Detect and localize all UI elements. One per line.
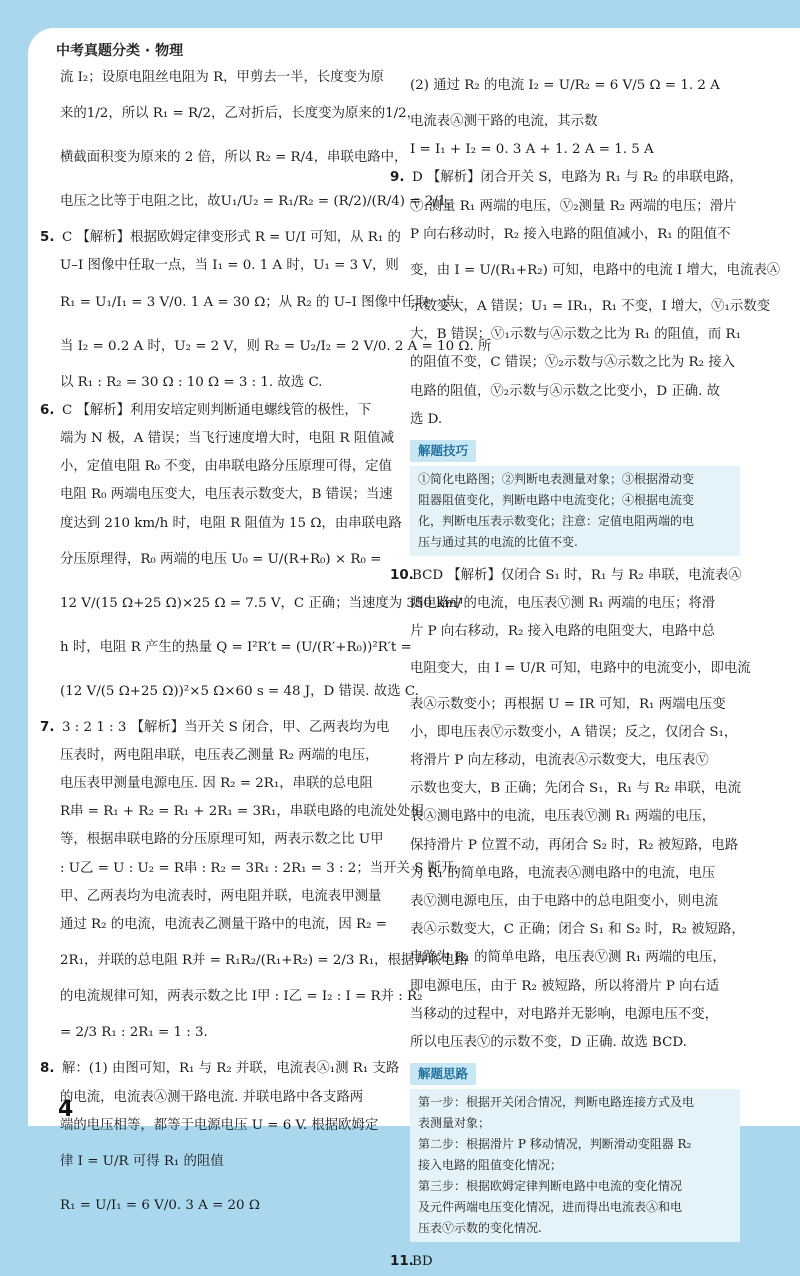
tip-line: 压与通过其的电流的比值不变.: [418, 535, 578, 550]
line-text: 电流表Ⓐ测干路的电流，其示数: [410, 114, 598, 129]
line-text: 测电路中的电流，电压表Ⓥ测 R₁ 两端的电压；将滑: [410, 596, 716, 612]
line-text: U–I 图像中任取一点，当 I₁ = 0. 1 A 时，U₁ = 3 V，则: [60, 258, 399, 274]
line-text: 为 R₁ 的简单电路，电流表Ⓐ测电路中的电流，电压: [410, 865, 716, 881]
line-text: 流 I₂；设原电阻丝电阻为 R，甲剪去一半，长度变为原: [60, 70, 384, 85]
answer-block-8-9: [390, 64, 781, 434]
text-line: [60, 626, 412, 670]
text-line: [410, 691, 740, 719]
line-text: 压表时，两电阻串联，电压表乙测量 R₂ 两端的电压，: [60, 747, 379, 763]
line-text: 端的电压相等，都等于电源电压 U = 6 V. 根据欧姆定: [60, 1117, 379, 1133]
text-line: [410, 860, 740, 888]
line-text: 小，即电压表Ⓥ示数变小，A 错误；反之，仅闭合 S₁，: [410, 724, 738, 740]
text-line: [60, 425, 400, 453]
text-line: [410, 1001, 740, 1029]
answer-block-10: [390, 562, 751, 1057]
line-text: 甲、乙两表均为电流表时，两电阻并联，电流表甲测量: [60, 888, 382, 904]
text-line: [410, 832, 740, 860]
text-line: [410, 321, 740, 349]
line-text: 所以电压表Ⓥ的示数不变，D 正确. 故选 BCD.: [410, 1034, 687, 1050]
text-line: [410, 249, 781, 293]
text-line: [40, 714, 400, 742]
line-text: h 时，电阻 R 产生的热量 Q = I²R′t = (U/(R′+R₀))²R′t =: [60, 639, 412, 655]
text-line: [60, 1184, 400, 1228]
text-line: [60, 742, 400, 770]
page-header: 中考真题分类 · 物理: [56, 43, 184, 59]
tip-body: [410, 1089, 740, 1242]
text-line: [40, 397, 400, 425]
text-line: [60, 281, 469, 325]
line-text: (12 V/(5 Ω+25 Ω))²×5 Ω×60 s = 48 J，D 错误. 故选 C.: [60, 683, 419, 699]
line-text: C 【解析】利用安培定则判断通电螺线管的极性，下: [62, 402, 372, 418]
tip-box-approach: [410, 1061, 740, 1242]
line-text: C 【解析】根据欧姆定律变形式 R = U/I 可知，从 R₁ 的: [62, 230, 401, 246]
line-text: 2R₁，并联的总电阻 R并 = R₁R₂/(R₁+R₂) = 2/3 R₁，根据并联电路: [60, 953, 468, 969]
line-text: 电路的阻值，Ⓥ₂示数与Ⓐ示数之比变小，D 正确. 故: [410, 383, 721, 399]
answer-block-11: [390, 1248, 740, 1276]
text-line: [410, 193, 740, 221]
question-number: 9.: [390, 170, 405, 186]
text-line: [410, 944, 740, 972]
text-line: [390, 562, 742, 590]
text-line: [60, 510, 400, 538]
text-line: [60, 855, 468, 883]
line-text: 电压表甲测量电源电压. 因 R₂ = 2R₁，串联的总电阻: [60, 776, 373, 792]
line-text: 表Ⓐ测电路中的电流，电压表Ⓥ测 R₁ 两端的电压，: [410, 809, 716, 825]
text-line: [60, 798, 424, 826]
line-text: 表Ⓐ示数变大，C 正确；闭合 S₁ 和 S₂ 时，R₂ 被短路，: [410, 922, 745, 938]
text-line: [60, 826, 400, 854]
text-line: [410, 108, 740, 136]
tip-line: 化，判断电压表示数变化；注意：定值电阻两端的电: [418, 514, 695, 529]
text-line: [410, 136, 740, 164]
tip-title: 解题思路: [410, 1063, 476, 1085]
text-line: [410, 590, 740, 618]
text-line: [60, 983, 423, 1011]
line-text: Ⓥ₁测量 R₁ 两端的电压，Ⓥ₂测量 R₂ 两端的电压；滑片: [410, 198, 737, 214]
line-text: 小，定值电阻 R₀ 不变，由串联电路分压原理可得，定值: [60, 459, 392, 475]
line-text: 来的1/2，所以 R₁ = R/2，乙对折后，长度变为原来的1/2，: [60, 106, 421, 122]
line-text: 以 R₁ : R₂ = 30 Ω : 10 Ω = 3 : 1. 故选 C.: [60, 374, 323, 390]
text-line: [40, 224, 401, 252]
text-line: [410, 293, 771, 321]
tip-line: 压表Ⓥ示数的变化情况.: [418, 1221, 542, 1236]
line-text: R₁ = U₁/I₁ = 3 V/0. 1 A = 30 Ω；从 R₂ 的 U–I 图像中任取一点，: [60, 294, 469, 310]
line-text: 度达到 210 km/h 时，电阻 R 阻值为 15 Ω，由串联电路: [60, 515, 402, 531]
line-text: 变，由 I = U/(R₁+R₂) 可知，电路中的电流 I 增大，电流表Ⓐ: [410, 262, 781, 278]
text-line: [410, 221, 740, 249]
text-line: [60, 1112, 400, 1140]
line-text: (2) 通过 R₂ 的电流 I₂ = U/R₂ = 6 V/5 Ω = 1. 2 A: [410, 78, 720, 93]
text-line: [60, 1140, 400, 1184]
text-line: [60, 911, 400, 939]
question-number: 6.: [40, 402, 55, 418]
text-line: [60, 770, 400, 798]
line-text: 的电流规律可知，两表示数之比 I甲 : I乙 = I₂ : I = R并 : R₂: [60, 989, 423, 1005]
tip-line: 阻器阻值变化，判断电路中电流变化；④根据电流变: [418, 493, 695, 508]
text-line: [60, 252, 400, 280]
tip-line: ①简化电路图；②判断电表测量对象；③根据滑动变: [418, 472, 695, 487]
line-text: R₁ = U/I₁ = 6 V/0. 3 A = 20 Ω: [60, 1197, 260, 1213]
line-text: 示数也变大，B 正确；先闭合 S₁，R₁ 与 R₂ 串联，电流: [410, 781, 741, 797]
text-line: [410, 888, 740, 916]
line-text: 示数变大，A 错误；U₁ = IR₁，R₁ 不变，I 增大，Ⓥ₁示数变: [410, 298, 771, 314]
line-text: 的阻值不变，C 错误；Ⓥ₂示数与Ⓐ示数之比为 R₂ 接入: [410, 355, 736, 371]
page-number: 4: [58, 1097, 74, 1122]
text-line: [40, 1055, 400, 1083]
question-number: 11.: [390, 1254, 414, 1270]
line-text: 端为 N 极，A 错误；当飞行速度增大时，电阻 R 阻值减: [60, 430, 394, 446]
question-number: 10.: [390, 568, 414, 584]
text-line: [410, 406, 740, 434]
text-line: [410, 747, 740, 775]
text-line: [60, 1011, 400, 1055]
text-line: [410, 973, 740, 1001]
line-text: 大，B 错误；Ⓥ₁示数与Ⓐ示数之比为 R₁ 的阻值，而 R₁: [410, 327, 741, 343]
line-text: 通过 R₂ 的电流，电流表乙测量干路中的电流，因 R₂ =: [60, 917, 387, 932]
question-number: 7.: [40, 719, 55, 735]
text-line: [60, 64, 400, 92]
tip-body: [410, 466, 740, 556]
line-text: 电路为 R₁ 的简单电路，电压表Ⓥ测 R₁ 两端的电压，: [410, 950, 726, 966]
tip-line: 第一步：根据开关闭合情况，判断电路连接方式及电: [418, 1095, 695, 1110]
line-text: 等，根据串联电路的分压原理可知，两表示数之比 U甲: [60, 832, 384, 848]
text-line: [60, 180, 451, 224]
text-line: [60, 939, 468, 983]
line-text: 律 I = U/R 可得 R₁ 的阻值: [60, 1153, 224, 1169]
line-text: 3 : 2 1 : 3 【解析】当开关 S 闭合，甲、乙两表均为电: [62, 719, 390, 735]
right-column: [390, 64, 781, 1276]
tip-box-technique: [410, 438, 740, 556]
text-line: [410, 378, 740, 406]
text-line: [410, 647, 751, 691]
line-text: 表Ⓐ示数变小；再根据 U = IR 可知，R₁ 两端电压变: [410, 696, 726, 712]
text-line: [410, 1029, 740, 1057]
line-text: BCD 【解析】仅闭合 S₁ 时，R₁ 与 R₂ 串联，电流表Ⓐ: [412, 568, 742, 584]
line-text: BD: [412, 1254, 433, 1270]
line-text: 片 P 向右移动，R₂ 接入电路的电阻变大，电路中总: [410, 624, 716, 640]
line-text: 保持滑片 P 位置不动，再闭合 S₂ 时，R₂ 被短路，电路: [410, 837, 739, 853]
text-line: [410, 916, 745, 944]
text-line: [60, 92, 421, 136]
text-line: [60, 883, 400, 911]
text-line: [410, 775, 740, 803]
text-line: [410, 719, 740, 747]
text-line: [390, 1248, 740, 1276]
text-line: [60, 670, 419, 714]
text-line: [410, 349, 740, 377]
line-text: 电阻 R₀ 两端电压变大，电压表示数变大，B 错误；当速: [60, 487, 393, 503]
text-line: [60, 538, 400, 582]
line-text: 电阻变大，由 I = U/R 可知，电路中的电流变小，即电流: [410, 660, 751, 676]
line-text: 解：(1) 由图可知，R₁ 与 R₂ 并联，电流表Ⓐ₁测 R₁ 支路: [62, 1061, 400, 1077]
text-line: [60, 369, 400, 397]
tip-line: 及元件两端电压变化情况，进而得出电流表Ⓐ和电: [418, 1200, 683, 1215]
text-line: [390, 164, 743, 192]
tip-title: 解题技巧: [410, 440, 476, 462]
tip-line: 表测量对象；: [418, 1116, 491, 1131]
text-line: [60, 325, 492, 369]
line-text: R串 = R₁ + R₂ = R₁ + 2R₁ = 3R₁，串联电路的电流处处相: [60, 804, 424, 820]
line-text: 即电源电压，由于 R₂ 被短路，所以将滑片 P 向右适: [410, 978, 720, 994]
line-text: 表Ⓥ测电源电压，由于电路中的总电阻变小，则电流: [410, 893, 718, 909]
line-text: 12 V/(15 Ω+25 Ω)×25 Ω = 7.5 V，C 正确；当速度为 350 km/: [60, 595, 462, 611]
text-line: [60, 582, 462, 626]
text-line: [410, 803, 740, 831]
line-text: : U乙 = U : U₂ = R串 : R₂ = 3R₁ : 2R₁ = 3 : 2；当开关 S 断开，: [60, 860, 468, 876]
question-number: 5.: [40, 230, 55, 246]
text-line: [60, 481, 400, 509]
line-text: 电压之比等于电阻之比，故U₁/U₂ = R₁/R₂ = (R/2)/(R/4) = 2/1.: [60, 194, 451, 210]
question-number: 8.: [40, 1061, 55, 1077]
line-text: D 【解析】闭合开关 S，电路为 R₁ 与 R₂ 的串联电路，: [412, 170, 743, 186]
line-text: P 向右移动时，R₂ 接入电路的阻值减小，R₁ 的阻值不: [410, 226, 731, 242]
line-text: 当 I₂ = 0.2 A 时，U₂ = 2 V，则 R₂ = U₂/I₂ = 2 V/0. 2 A = 10 Ω. 所: [60, 338, 492, 354]
text-line: [410, 64, 740, 108]
text-line: [60, 453, 400, 481]
line-text: 的电流，电流表Ⓐ测干路电流. 并联电路中各支路两: [60, 1089, 364, 1105]
line-text: = 2/3 R₁ : 2R₁ = 1 : 3.: [60, 1025, 208, 1041]
line-text: 当移动的过程中，对电路并无影响，电源电压不变，: [410, 1006, 718, 1022]
text-line: [60, 136, 408, 180]
text-line: [410, 618, 740, 646]
line-text: I = I₁ + I₂ = 0. 3 A + 1. 2 A = 1. 5 A: [410, 142, 654, 158]
tip-line: 第二步：根据滑片 P 移动情况，判断滑动变阻器 R₂: [418, 1137, 692, 1152]
text-line: [60, 1084, 400, 1112]
line-text: 分压原理得，R₀ 两端的电压 U₀ = U/(R+R₀) × R₀ =: [60, 551, 382, 567]
line-text: 将滑片 P 向左移动，电流表Ⓐ示数变大，电压表Ⓥ: [410, 753, 709, 769]
line-text: 横截面积变为原来的 2 倍，所以 R₂ = R/4，串联电路中，: [60, 150, 408, 166]
tip-line: 接入电路的阻值变化情况；: [418, 1158, 563, 1173]
tip-line: 第三步：根据欧姆定律判断电路中电流的变化情况: [418, 1179, 683, 1194]
line-text: 选 D.: [410, 411, 443, 427]
